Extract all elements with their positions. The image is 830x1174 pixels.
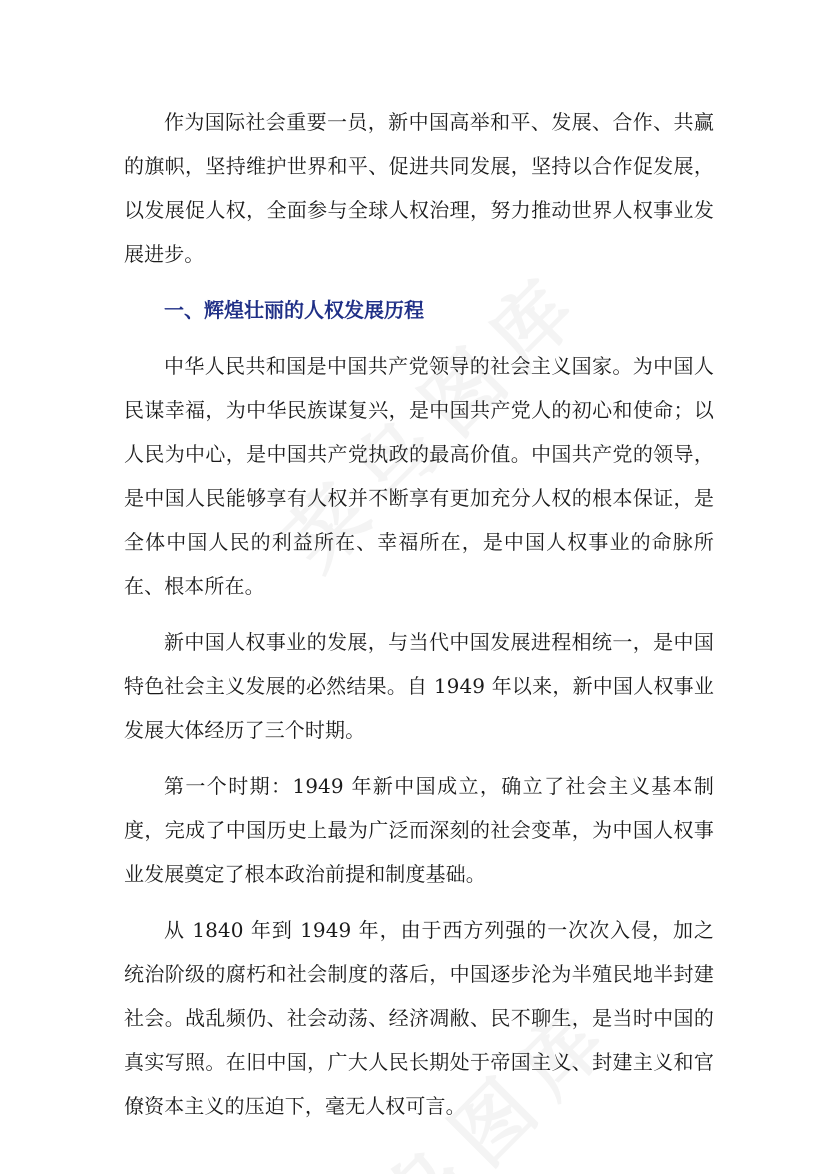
document-body [124,100,714,1140]
body-paragraph: 第一个时期：1949 年新中国成立，确立了社会主义基本制度，完成了中国历史上最为广泛而深刻的社会变革，为中国人权事业发展奠定了根本政治前提和制度基础。 [124,774,714,886]
section-heading: 一、辉煌壮丽的人权发展历程 [164,298,424,322]
body-paragraph: 从 1840 年到 1949 年，由于西方列强的一次次入侵，加之统治阶级的腐朽和社会制度的落后，中国逐步沦为半殖民地半封建社会。战乱频仍、社会动荡、经济凋敝、民不聊生，是当时中国的真实写照。在旧中国，广大人民长期处于帝国主义、封建主义和官僚资本主义的压迫下，毫无人权可言。 [124,918,714,1118]
intro-paragraph: 作为国际社会重要一员，新中国高举和平、发展、合作、共赢的旗帜，坚持维护世界和平、促进共同发展，坚持以合作促发展，以发展促人权，全面参与全球人权治理，努力推动世界人权事业发展进步。 [124,110,714,266]
body-paragraph: 中华人民共和国是中国共产党领导的社会主义国家。为中国人民谋幸福，为中华民族谋复兴，是中国共产党人的初心和使命；以人民为中心，是中国共产党执政的最高价值。中国共产党的领导，是中国人民能够享有人权并不断享有更加充分人权的根本保证，是全体中国人民的利益所在、幸福所在，是中国人权事业的命脉所在、根本所在。 [124,354,714,598]
body-paragraph: 新中国人权事业的发展，与当代中国发展进程相统一，是中国特色社会主义发展的必然结果。自 1949 年以来，新中国人权事业发展大体经历了三个时期。 [124,630,714,742]
